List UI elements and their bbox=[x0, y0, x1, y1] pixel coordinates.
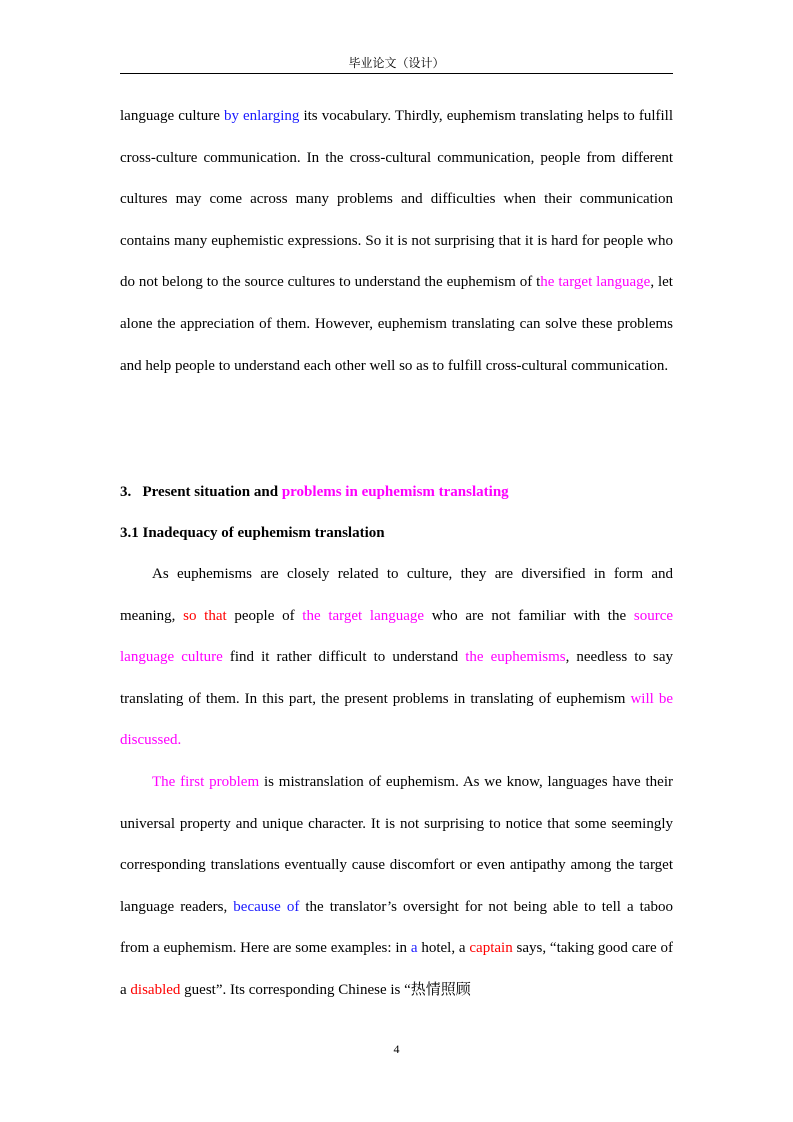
paragraph-3 bbox=[120, 762, 673, 1012]
text-run: its vocabulary. Thirdly, euphemism translating helps to fulfill cross-culture communication. In the cross-cultural communication, people from different cultures may come across many problems and difficulties when their communication contains many euphemistic expressions. So it is not surprising that it is hard for people who do not belong to the source cultures to understand the euphemism of t bbox=[120, 108, 674, 291]
highlight-blue: by enlarging bbox=[223, 108, 300, 124]
highlight-magenta: he target language bbox=[540, 274, 651, 291]
text-run: , let alone the appreciation of them. However, euphemism translating can solve these problems and help people to understand each other well so as to fulfill cross-cultural communication. bbox=[120, 274, 673, 374]
text-run: who are not familiar with the bbox=[424, 607, 634, 624]
section-title-highlight: problems in euphemism translating bbox=[281, 484, 509, 500]
paragraph-1 bbox=[120, 96, 673, 387]
highlight-blue: because of bbox=[233, 898, 300, 915]
highlight-magenta: will be discussed. bbox=[120, 690, 673, 749]
text-run: says, “taking good care of a bbox=[120, 940, 673, 998]
section-number: 3. bbox=[120, 484, 132, 500]
text-run: find it rather difficult to understand bbox=[222, 649, 466, 666]
page-number: 4 bbox=[393, 1042, 400, 1056]
section-3-heading bbox=[120, 482, 673, 502]
text-run: hotel, a bbox=[417, 940, 470, 957]
text-run: As euphemisms are closely related to culture, they are diversified in form and meaning, bbox=[120, 566, 673, 624]
text-run: is mistranslation of euphemism. As we know, languages have their universal property and unique character. It is not surprising to notice that some seemingly corresponding translations eventually cause discomfort or even antipathy among the target language readers, bbox=[120, 774, 673, 915]
highlight-magenta: the target language bbox=[302, 607, 425, 624]
highlight-red: disabled bbox=[130, 981, 181, 998]
text-run: , needless to say translating of them. In this part, the present problems in translating of euphemism bbox=[120, 649, 673, 707]
highlight-blue: a bbox=[410, 940, 418, 957]
section-3-1-heading: 3.1 Inadequacy of euphemism translation bbox=[120, 525, 385, 541]
paragraph-2 bbox=[120, 554, 673, 762]
text-run: language culture bbox=[120, 108, 224, 124]
header-rule bbox=[120, 73, 673, 74]
text-run: guest”. Its corresponding Chinese is “热情照顾 bbox=[180, 981, 471, 998]
text-run: the translator’s oversight for not being able to tell a taboo from a euphemism. Here are some examples: in bbox=[120, 898, 673, 957]
highlight-magenta: source language culture bbox=[120, 607, 674, 666]
highlight-magenta: The first problem bbox=[152, 774, 260, 790]
page-header: 毕业论文（设计） bbox=[348, 56, 445, 70]
highlight-red: captain bbox=[469, 940, 513, 957]
section-title: Present situation and bbox=[142, 484, 282, 500]
highlight-magenta: the euphemisms bbox=[465, 649, 566, 666]
text-run: people of bbox=[226, 607, 303, 624]
highlight-red: so that bbox=[183, 607, 227, 624]
